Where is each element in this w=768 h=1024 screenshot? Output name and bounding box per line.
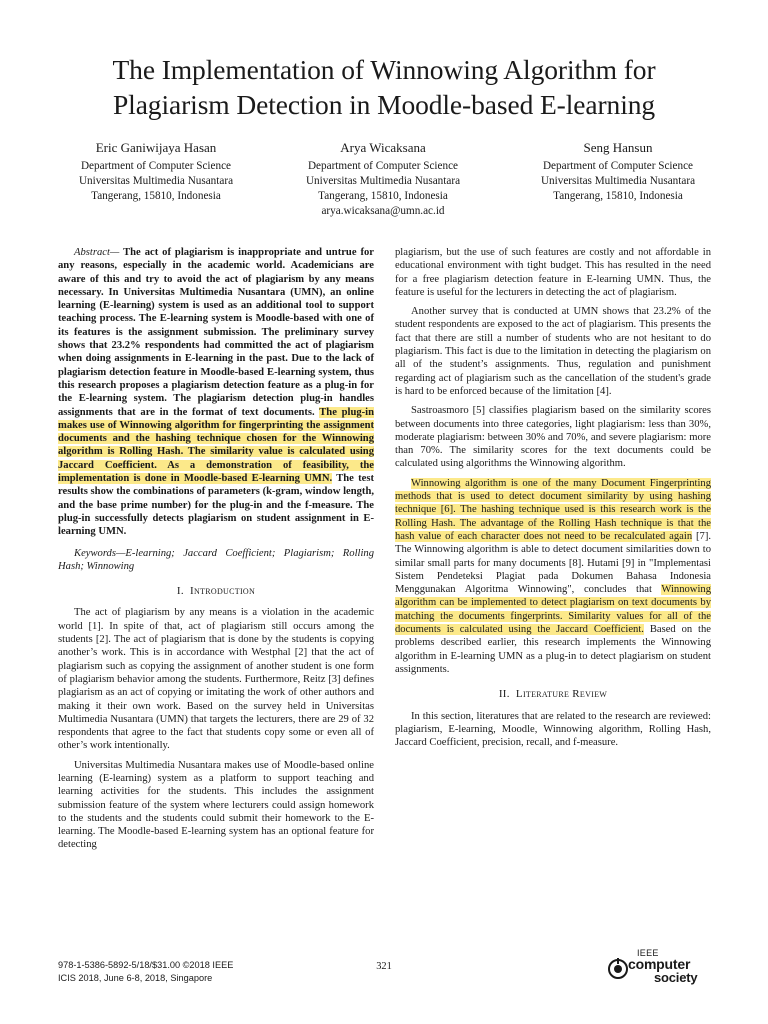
section-title: Introduction	[190, 585, 256, 598]
author-dept: Department of Computer Science	[307, 160, 459, 172]
ieee-computer-society-icon	[608, 958, 628, 980]
body-paragraph-sastroasmoro: Sastroasmoro [5] classifies plagiarism based on the similarity scores between documents into three categories, light plagiarism: less than 30%, moderate plagiarism: between 30% and 70%, and severe plagiarism: more than 70%. The similarity scores for the text documents could be calculated using algorithms the Winnowing algorithm.	[395, 405, 711, 470]
abstract	[58, 246, 374, 539]
left-column	[58, 246, 374, 858]
author-dept: Department of Computer Science	[542, 160, 694, 172]
author-name: Eric Ganiwijaya Hasan	[95, 140, 217, 155]
footer-isbn: 978-1-5386-5892-5/18/$31.00 ©2018 IEEE	[58, 960, 234, 970]
winnowing-highlight-1: Winnowing algorithm is one of the many Document Fingerprinting methods that is used to detect document similarity by using hashing technique [6]. The hashing technique used is this research work is the Rolling Hash. The advantage of the Rolling Hash technique is that the hash value of each character does not need to be recalculated again	[395, 477, 711, 542]
section-heading-literature-review	[395, 688, 711, 701]
abstract-label: Abstract—	[74, 247, 120, 258]
author-univ: Universitas Multimedia Nusantara	[540, 175, 696, 187]
section-number: I.	[176, 585, 184, 598]
winnowing-highlight-2: Winnowing algorithm can be implemented to detect plagiarism on text documents by matching the documents fingerprints. Similarity values for all of the documents is calculated using the Jaccard Coefficient.	[395, 584, 711, 636]
author-location: Tangerang, 15810, Indonesia	[318, 190, 448, 202]
paper-title	[40, 52, 728, 122]
section-number: II.	[498, 688, 510, 701]
logo-ieee-text: IEEE	[637, 948, 659, 958]
body-paragraph-survey: Another survey that is conducted at UMN shows that 23.2% of the student respondents are exposed to the act of plagiarism. This presents the fact that there are still a number of students who are not hesitant to do plagiarism. This fact is due to the limitation in detecting the plagiarism on all of the student’s assignments. Thus, regulation and punishment regarding act of plagiarism such as the cancellation of the student's grade is hard to be enforced because of the limitation [4].	[395, 306, 711, 397]
keywords: Keywords—E-learning; Jaccard Coefficient; Plagiarism; Rolling Hash; Winnowing	[58, 547, 374, 572]
author-email[interactable]: arya.wicaksana@umn.ac.id	[321, 205, 445, 217]
author-name: Arya Wicaksana	[340, 140, 426, 155]
author-block-3	[503, 138, 733, 204]
page-number: 321	[376, 961, 392, 972]
author-block-2	[268, 138, 498, 219]
footer-copyright	[58, 959, 233, 984]
abstract-highlight: The plug-in makes use of Winnowing algorithm for fingerprinting the assignment documents and the hashing technique chosen for the Winnowing algorithm is Rolling Hash. The similarity value is calculated using Jaccard Coefficient. As a demonstration of feasibility, the implementation is done in Moodle-based E-learning UMN.	[58, 406, 374, 485]
author-block-1	[41, 138, 271, 204]
abstract-text-2: The test results show the combinations of parameters (k-gram, window length, and the base prime number) for the plug-in and the f-measure. The plug-in successfully detects plagiarism on student assignment in E-learning UMN.	[58, 473, 374, 538]
author-name: Seng Hansun	[583, 140, 653, 155]
body-paragraph-continued: plagiarism, but the use of such features are costly and not affordable in educational environment with tight budget. This has resulted in the need for a free plagiarism detection feature in E-learning UMN. Thus, the feature is useful for the lecturers in detecting the act of plagiarism.	[395, 247, 711, 298]
footer-conference: ICIS 2018, June 6-8, 2018, Singapore	[58, 972, 213, 983]
section-title: Literature Review	[515, 688, 608, 701]
intro-paragraph-2: Universitas Multimedia Nusantara makes use of Moodle-based online learning (E-learning) system as a platform to support teaching and learning activities for the students. This includes the assignment submission feature of the system where lecturers could assign homework to the students and the students could submit their homework to the E-learning. The Moodle-based E-learning system has an optional feature for detecting	[58, 759, 374, 851]
title-line-2: Plagiarism Detection in Moodle-based E-learning	[112, 89, 656, 120]
author-dept: Department of Computer Science	[80, 160, 232, 172]
title-line-1: The Implementation of Winnowing Algorithm for	[112, 54, 656, 85]
author-univ: Universitas Multimedia Nusantara	[78, 175, 234, 187]
winnowing-text-2: Based on the problems described earlier, this research implements the Winnowing algorithm in E-learning UMN as a plug-in to detect plagiarism on student assignments.	[395, 624, 711, 675]
author-univ: Universitas Multimedia Nusantara	[305, 175, 461, 187]
right-column	[395, 246, 711, 755]
abstract-text-1: The act of plagiarism is inappropriate and untrue for any reasons, especially in the academic world. Academicians are aware of this and try to avoid the act of plagiarism by any means necessary. In Universitas Multimedia Nusantara (UMN), an online learning (E-learning) system is used as an additional tool to support teaching process. The E-learning system is Moodle-based with one of its features is the assignment submission. The preliminary survey shows that 23.2% respondents had committed the act of plagiarism when doing assignments in E-learning in the past. Due to the lack of plagiarism detection feature in Moodle-based E-learning system, thus this research proposes a plagiarism detection feature as a plug-in for the E-learning system. The plagiarism detection plug-in handles assignments that are in the format of text documents.	[58, 247, 374, 418]
logo-society-text: society	[654, 970, 698, 985]
section-heading-introduction	[58, 585, 374, 598]
literature-paragraph: In this section, literatures that are related to the research are reviewed: plagiarism, E-learning, Moodle, Winnowing algorithm, Rolling Hash, Jaccard Coefficient, precision, recall, and f-measure.	[395, 710, 711, 749]
logo-computer-text: computer	[628, 956, 691, 972]
winnowing-text-1: [7]. The Winnowing algorithm is able to detect document similarities down to similar small parts for many documents [8]. Hutami [9] in "Implementasi Sistem Pendeteksi Plagiat pada Dokumen Bahasa Indonesia Menggunakan Algoritma Winnowing", concludes that	[395, 530, 711, 596]
ieee-computer-society-logo	[608, 948, 704, 988]
body-paragraph-winnowing	[395, 477, 711, 676]
author-location: Tangerang, 15810, Indonesia	[91, 190, 221, 202]
author-location: Tangerang, 15810, Indonesia	[553, 190, 683, 202]
intro-paragraph-1: The act of plagiarism by any means is a violation in the academic world [1]. In spite of that, act of plagiarism still occurs among the students [2]. The act of plagiarism that is done by the students is copying another’s work. This is in accordance with Westphal [2] that the act of plagiarism such as copying the assignment of another student is one form of plagiarism behavior among the students. Furthermore, Reitz [3] defines plagiarism as an act of copying or imitating the work of other authors and making it their own work. Based on the survey held in Universitas Multimedia Nusantara (UMN) that targets the lecturers, there are 29 of 32 respondents that agree to the fact that students copy some or even all of other’s work intentionally.	[58, 607, 374, 752]
